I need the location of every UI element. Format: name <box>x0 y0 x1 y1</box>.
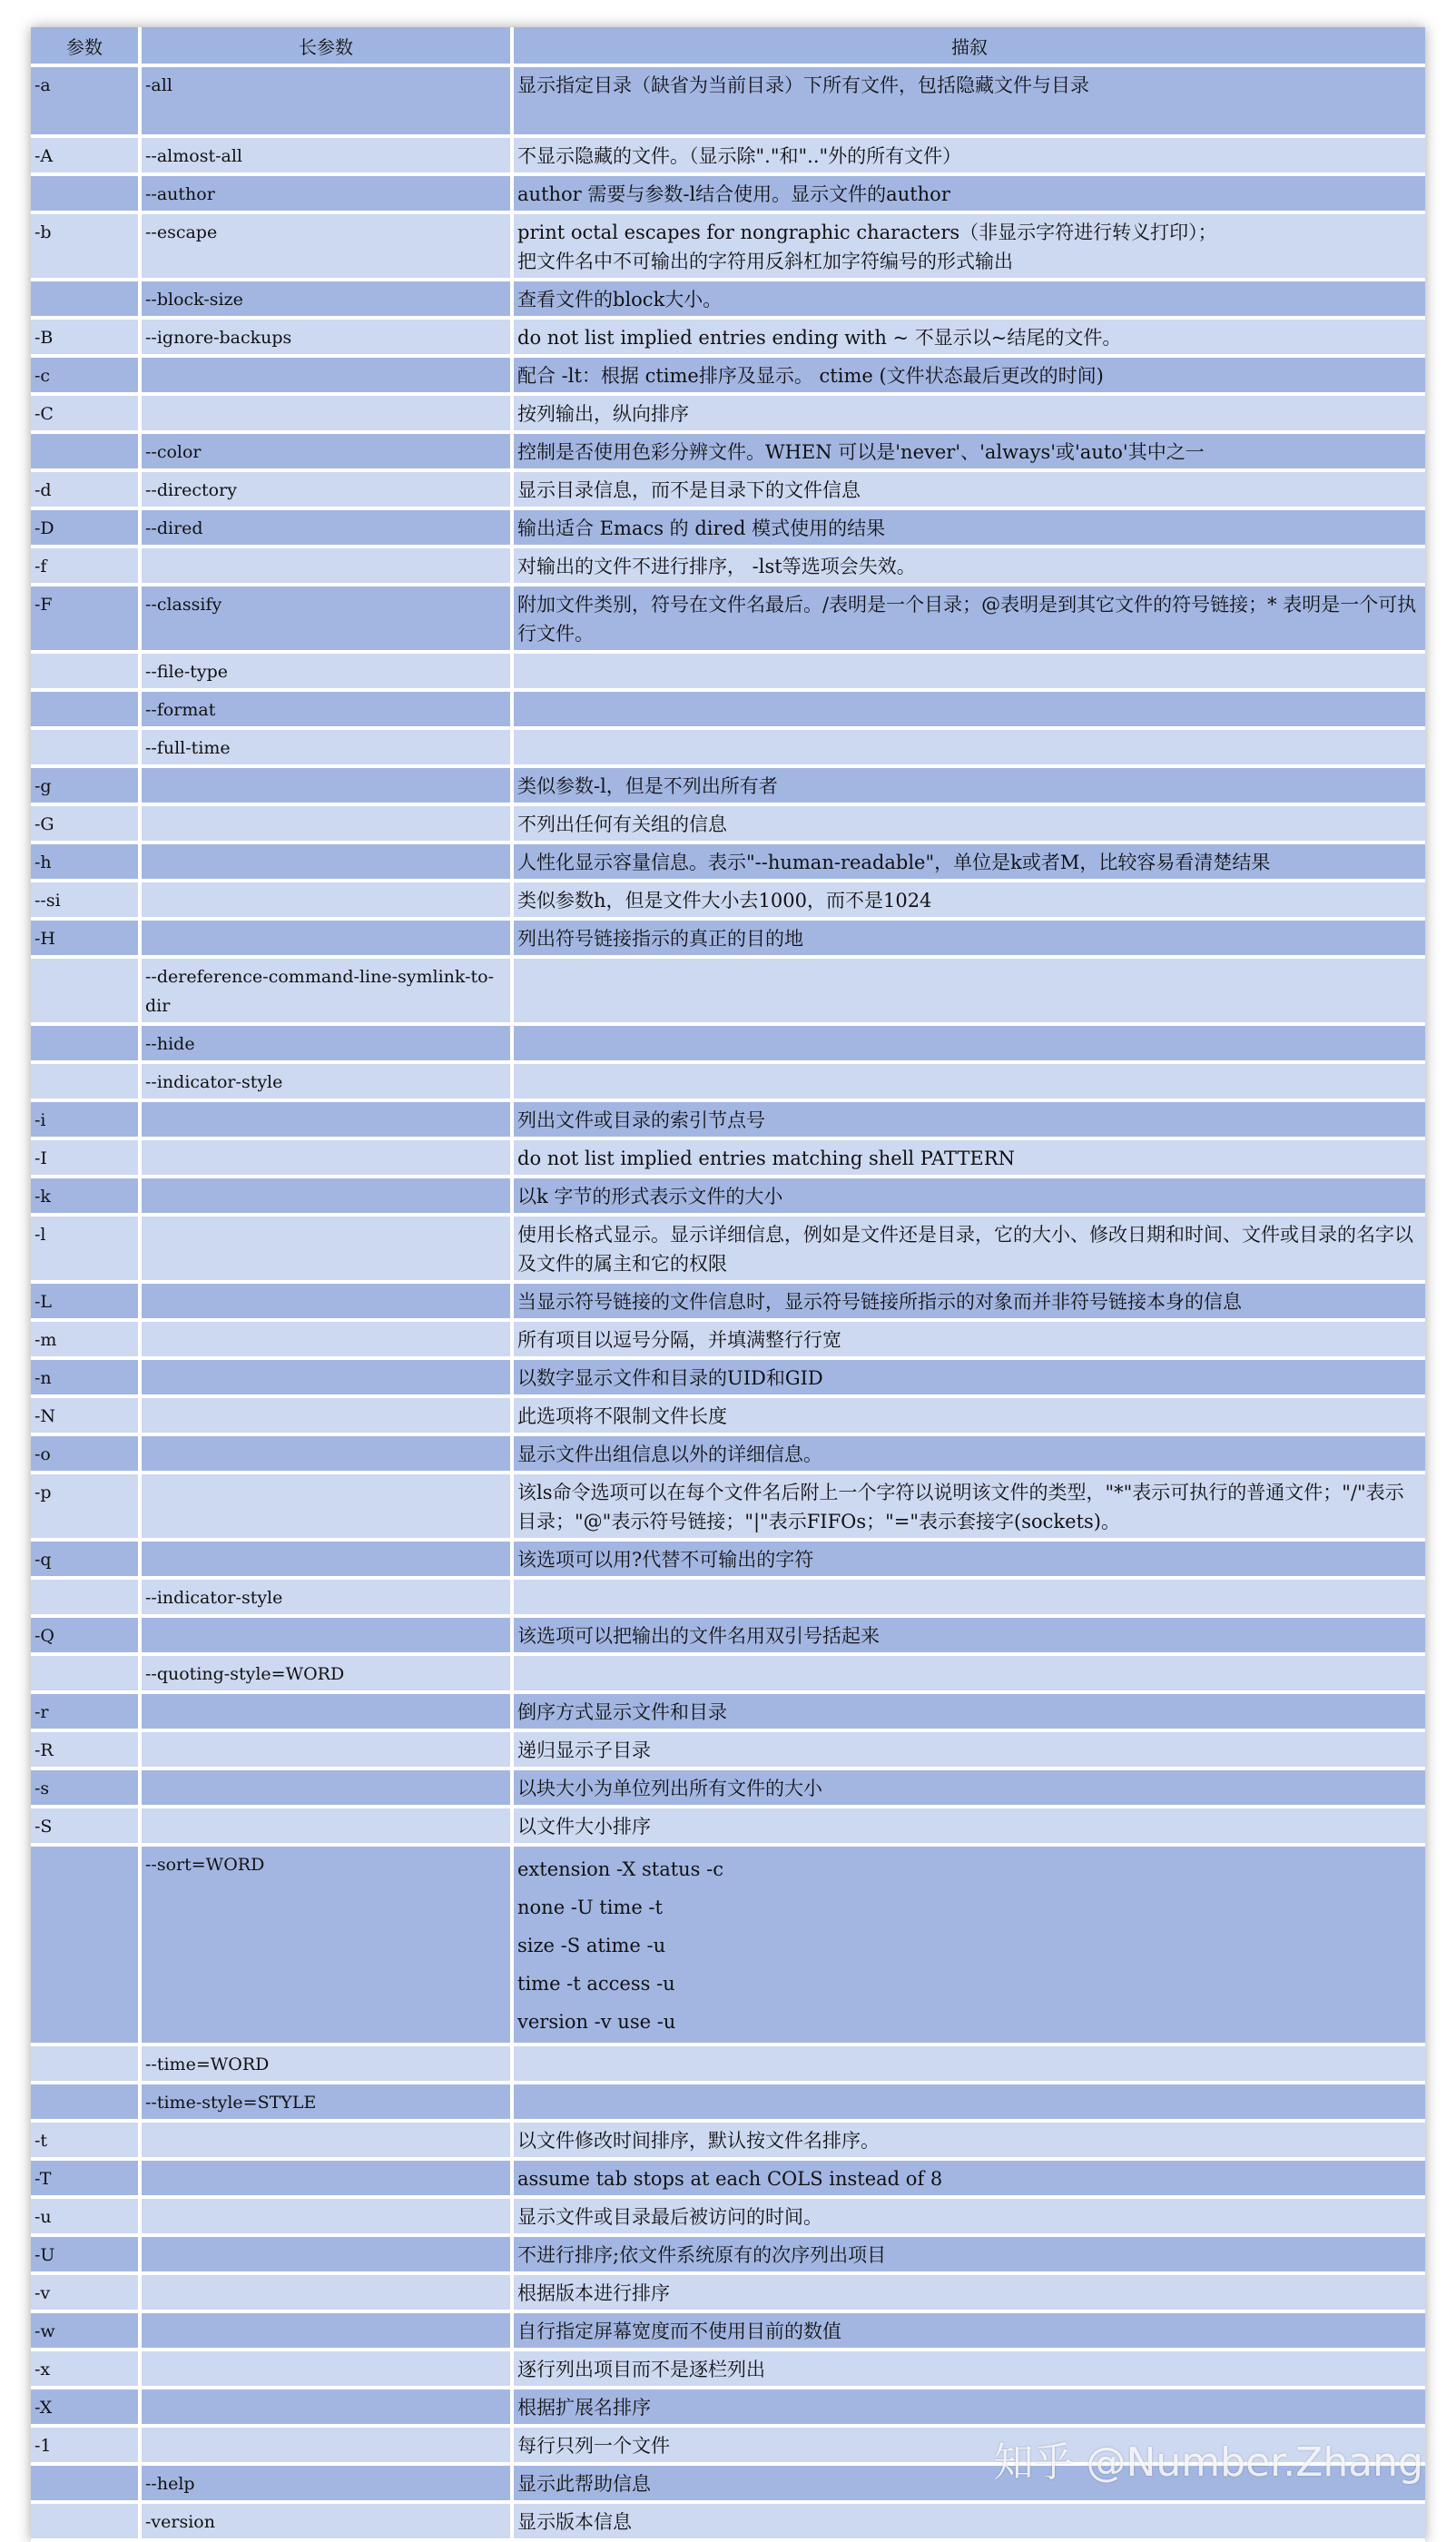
table-row <box>31 1282 1425 1320</box>
ls-options-table <box>31 27 1425 2542</box>
cell-short-param: -D <box>31 508 140 547</box>
cell-description: 按列输出，纵向排序 <box>512 394 1425 432</box>
table-row <box>31 1062 1425 1100</box>
cell-long-param <box>140 2235 512 2273</box>
cell-short-param <box>31 1654 140 1692</box>
cell-description: 自行指定屏幕宽度而不使用目前的数值 <box>512 2311 1425 2350</box>
cell-description: 使用长格式显示。显示详细信息，例如是文件还是目录，它的大小、修改日期和时间、文件或目录的名字以及文件的属主和它的权限 <box>512 1215 1425 1282</box>
table-row <box>31 2464 1425 2502</box>
table-row <box>31 2197 1425 2235</box>
table-row <box>31 881 1425 919</box>
cell-description <box>512 690 1425 728</box>
cell-long-param: -version <box>140 2502 512 2540</box>
cell-description: 显示指定目录（缺省为当前目录）下所有文件，包括隐藏文件与目录 <box>512 65 1425 136</box>
cell-description <box>512 652 1425 690</box>
header-short-param: 参数 <box>31 27 140 65</box>
cell-long-param <box>140 1807 512 1845</box>
cell-description: 以块大小为单位列出所有文件的大小 <box>512 1769 1425 1807</box>
cell-description: do not list implied entries ending with ~ 不显示以~结尾的文件。 <box>512 318 1425 356</box>
cell-description <box>512 957 1425 1024</box>
table-row <box>31 356 1425 394</box>
cell-long-param <box>140 2121 512 2159</box>
table-row <box>31 2502 1425 2540</box>
cell-description: 显示版本信息 <box>512 2502 1425 2540</box>
cell-long-param: --file-type <box>140 652 512 690</box>
table-row <box>31 65 1425 136</box>
table-row <box>31 2273 1425 2311</box>
cell-long-param: --author <box>140 174 512 212</box>
cell-long-param <box>140 1100 512 1138</box>
cell-description: 输出适合 Emacs 的 dired 模式使用的结果 <box>512 508 1425 547</box>
table-row <box>31 280 1425 318</box>
cell-short-param: -r <box>31 1692 140 1730</box>
cell-description <box>512 1062 1425 1100</box>
cell-long-param: --time=WORD <box>140 2044 512 2083</box>
table-row <box>31 394 1425 432</box>
table-row <box>31 2083 1425 2121</box>
cell-description: 此选项将不限制文件长度 <box>512 1396 1425 1434</box>
table-header-row <box>31 27 1425 65</box>
cell-long-param <box>140 1616 512 1654</box>
cell-long-param: --indicator-style <box>140 1062 512 1100</box>
document-sheet <box>31 27 1425 2542</box>
cell-description: 根据版本进行排序 <box>512 2273 1425 2311</box>
cell-description: 不进行排序;依文件系统原有的次序列出项目 <box>512 2235 1425 2273</box>
cell-short-param: -o <box>31 1434 140 1473</box>
cell-short-param: -x <box>31 2350 140 2388</box>
table-row <box>31 1396 1425 1434</box>
cell-short-param: -L <box>31 1282 140 1320</box>
table-row <box>31 1473 1425 1540</box>
cell-long-param: --dired <box>140 508 512 547</box>
cell-description: author 需要与参数-l结合使用。显示文件的author <box>512 174 1425 212</box>
cell-description: 每行只列一个文件 <box>512 2426 1425 2464</box>
cell-description: 列出文件或目录的索引节点号 <box>512 1100 1425 1138</box>
cell-description: 不显示隐藏的文件。（显示除"."和".."外的所有文件） <box>512 136 1425 174</box>
cell-short-param: -t <box>31 2121 140 2159</box>
cell-long-param: --help <box>140 2464 512 2502</box>
table-row <box>31 1730 1425 1769</box>
table-row <box>31 804 1425 842</box>
cell-description <box>512 728 1425 766</box>
cell-long-param <box>140 1730 512 1769</box>
table-row <box>31 919 1425 957</box>
cell-short-param: -n <box>31 1358 140 1396</box>
cell-long-param: --hide <box>140 1024 512 1062</box>
sort-option-line: version -v use -u <box>517 2011 676 2033</box>
cell-long-param: --format <box>140 690 512 728</box>
watermark: 知乎 @Number.Zhang <box>993 2439 1423 2486</box>
table-row <box>31 1434 1425 1473</box>
cell-short-param: -i <box>31 1100 140 1138</box>
cell-long-param <box>140 2273 512 2311</box>
cell-short-param: -m <box>31 1320 140 1358</box>
cell-long-param <box>140 2350 512 2388</box>
cell-short-param: -f <box>31 547 140 585</box>
cell-description <box>512 1024 1425 1062</box>
sort-option-line: size -S atime -u <box>517 1935 666 1956</box>
cell-long-param: --quoting-style=WORD <box>140 1654 512 1692</box>
table-row <box>31 2235 1425 2273</box>
cell-short-param <box>31 174 140 212</box>
cell-long-param <box>140 547 512 585</box>
table-row <box>31 508 1425 547</box>
cell-short-param <box>31 432 140 470</box>
cell-short-param: -s <box>31 1769 140 1807</box>
cell-short-param: -d <box>31 470 140 508</box>
table-row <box>31 1177 1425 1215</box>
cell-description: 类似参数h，但是文件大小去1000，而不是1024 <box>512 881 1425 919</box>
cell-description: 以数字显示文件和目录的UID和GID <box>512 1358 1425 1396</box>
cell-long-param <box>140 2159 512 2197</box>
cell-short-param: -U <box>31 2235 140 2273</box>
cell-description: 对输出的文件不进行排序， -lst等选项会失效。 <box>512 547 1425 585</box>
cell-description: 显示文件或目录最后被访问的时间。 <box>512 2197 1425 2235</box>
table-row <box>31 766 1425 804</box>
cell-long-param <box>140 2388 512 2426</box>
cell-short-param: -v <box>31 2273 140 2311</box>
cell-short-param <box>31 728 140 766</box>
cell-long-param <box>140 1540 512 1578</box>
cell-long-param <box>140 1473 512 1540</box>
sort-option-line: time -t access -u <box>517 1973 675 1995</box>
cell-description: 配合 -lt：根据 ctime排序及显示。 ctime (文件状态最后更改的时间) <box>512 356 1425 394</box>
table-row <box>31 1578 1425 1616</box>
cell-short-param <box>31 280 140 318</box>
cell-short-param <box>31 2044 140 2083</box>
cell-description: do not list implied entries matching shell PATTERN <box>512 1138 1425 1177</box>
cell-short-param: -C <box>31 394 140 432</box>
cell-description: 倒序方式显示文件和目录 <box>512 1692 1425 1730</box>
table-row <box>31 2044 1425 2083</box>
table-row <box>31 1540 1425 1578</box>
table-row <box>31 1845 1425 2044</box>
cell-description: 附加文件类别，符号在文件名最后。/表明是一个目录；@表明是到其它文件的符号链接；* 表明是一个可执行文件。 <box>512 585 1425 652</box>
cell-long-param: --time-style=STYLE <box>140 2083 512 2121</box>
cell-short-param: -p <box>31 1473 140 1540</box>
cell-description: 该选项可以把输出的文件名用双引号括起来 <box>512 1616 1425 1654</box>
header-description: 描叙 <box>512 27 1425 65</box>
cell-short-param: -N <box>31 1396 140 1434</box>
cell-short-param: -S <box>31 1807 140 1845</box>
cell-short-param <box>31 652 140 690</box>
cell-long-param <box>140 842 512 881</box>
cell-description: 不列出任何有关组的信息 <box>512 804 1425 842</box>
cell-description: 该选项可以用?代替不可输出的字符 <box>512 1540 1425 1578</box>
cell-description: 以k 字节的形式表示文件的大小 <box>512 1177 1425 1215</box>
cell-long-param <box>140 881 512 919</box>
cell-short-param: -u <box>31 2197 140 2235</box>
cell-description: 所有项目以逗号分隔，并填满整行行宽 <box>512 1320 1425 1358</box>
table-row <box>31 957 1425 1024</box>
cell-long-param: --ignore-backups <box>140 318 512 356</box>
table-row <box>31 1024 1425 1062</box>
cell-long-param: --indicator-style <box>140 1578 512 1616</box>
cell-long-param: --directory <box>140 470 512 508</box>
cell-description: 以文件大小排序 <box>512 1807 1425 1845</box>
table-body <box>31 65 1425 2540</box>
cell-long-param: --dereference-command-line-symlink-to-dir <box>140 957 512 1024</box>
cell-long-param: --sort=WORD <box>140 1845 512 2044</box>
cell-long-param <box>140 1396 512 1434</box>
cell-description <box>512 2083 1425 2121</box>
cell-short-param: -R <box>31 1730 140 1769</box>
table-row <box>31 1320 1425 1358</box>
table-row <box>31 728 1425 766</box>
table-row <box>31 470 1425 508</box>
table-row <box>31 842 1425 881</box>
cell-long-param <box>140 394 512 432</box>
table-row <box>31 547 1425 585</box>
cell-long-param <box>140 766 512 804</box>
table-row <box>31 432 1425 470</box>
cell-short-param <box>31 957 140 1024</box>
table-row <box>31 1100 1425 1138</box>
cell-short-param <box>31 2464 140 2502</box>
cell-description: 类似参数-l，但是不列出所有者 <box>512 766 1425 804</box>
cell-description: 根据扩展名排序 <box>512 2388 1425 2426</box>
table-row <box>31 1616 1425 1654</box>
cell-description <box>512 1654 1425 1692</box>
table-row <box>31 136 1425 174</box>
cell-short-param: -T <box>31 2159 140 2197</box>
table-row <box>31 212 1425 280</box>
cell-short-param: -w <box>31 2311 140 2350</box>
table-row <box>31 1138 1425 1177</box>
cell-description: 控制是否使用色彩分辨文件。WHEN 可以是'never'、'always'或'auto'其中之一 <box>512 432 1425 470</box>
cell-short-param <box>31 2502 140 2540</box>
cell-long-param <box>140 804 512 842</box>
cell-long-param <box>140 1320 512 1358</box>
table-row <box>31 2350 1425 2388</box>
cell-long-param <box>140 356 512 394</box>
cell-short-param: -q <box>31 1540 140 1578</box>
cell-short-param: -X <box>31 2388 140 2426</box>
cell-description <box>512 1578 1425 1616</box>
table-row <box>31 1654 1425 1692</box>
table-row <box>31 1215 1425 1282</box>
cell-short-param: -A <box>31 136 140 174</box>
cell-short-param: -b <box>31 212 140 280</box>
cell-description <box>512 1845 1425 2044</box>
header-long-param: 长参数 <box>140 27 512 65</box>
sort-option-line: none -U time -t <box>517 1897 663 1918</box>
cell-description: 查看文件的block大小。 <box>512 280 1425 318</box>
cell-long-param <box>140 919 512 957</box>
cell-description: 该ls命令选项可以在每个文件名后附上一个字符以说明该文件的类型，"*"表示可执行的普通文件；"/"表示目录；"@"表示符号链接；"|"表示FIFOs；"="表示套接字(sockets)。 <box>512 1473 1425 1540</box>
cell-long-param <box>140 1282 512 1320</box>
cell-long-param: --escape <box>140 212 512 280</box>
cell-description: 列出符号链接指示的真正的目的地 <box>512 919 1425 957</box>
cell-long-param <box>140 1177 512 1215</box>
cell-long-param: --classify <box>140 585 512 652</box>
cell-description: 当显示符号链接的文件信息时，显示符号链接所指示的对象而并非符号链接本身的信息 <box>512 1282 1425 1320</box>
table-row <box>31 2311 1425 2350</box>
cell-long-param: --color <box>140 432 512 470</box>
table-row <box>31 2121 1425 2159</box>
cell-description: 显示此帮助信息 <box>512 2464 1425 2502</box>
cell-description <box>512 2044 1425 2083</box>
cell-description: 显示文件出组信息以外的详细信息。 <box>512 1434 1425 1473</box>
table-row <box>31 1692 1425 1730</box>
cell-short-param: -a <box>31 65 140 136</box>
cell-long-param <box>140 1434 512 1473</box>
cell-description: 逐行列出项目而不是逐栏列出 <box>512 2350 1425 2388</box>
cell-description: 人性化显示容量信息。表示"--human-readable"，单位是k或者M，比较容易看清楚结果 <box>512 842 1425 881</box>
cell-description: 递归显示子目录 <box>512 1730 1425 1769</box>
cell-short-param <box>31 1024 140 1062</box>
cell-short-param: -H <box>31 919 140 957</box>
table-row <box>31 585 1425 652</box>
cell-description: assume tab stops at each COLS instead of 8 <box>512 2159 1425 2197</box>
cell-long-param: --almost-all <box>140 136 512 174</box>
cell-long-param <box>140 1692 512 1730</box>
cell-description: 显示目录信息，而不是目录下的文件信息 <box>512 470 1425 508</box>
cell-short-param: --si <box>31 881 140 919</box>
cell-short-param: -B <box>31 318 140 356</box>
cell-long-param <box>140 1358 512 1396</box>
table-row <box>31 652 1425 690</box>
cell-short-param: -c <box>31 356 140 394</box>
cell-long-param <box>140 1138 512 1177</box>
cell-short-param <box>31 2083 140 2121</box>
cell-short-param <box>31 1845 140 2044</box>
cell-short-param: -G <box>31 804 140 842</box>
cell-long-param <box>140 2311 512 2350</box>
cell-short-param: -k <box>31 1177 140 1215</box>
cell-short-param: -1 <box>31 2426 140 2464</box>
table-row <box>31 2159 1425 2197</box>
cell-long-param: --block-size <box>140 280 512 318</box>
cell-long-param <box>140 1215 512 1282</box>
cell-long-param <box>140 2426 512 2464</box>
cell-short-param: -I <box>31 1138 140 1177</box>
cell-long-param: -all <box>140 65 512 136</box>
cell-short-param: -h <box>31 842 140 881</box>
cell-description: 以文件修改时间排序，默认按文件名排序。 <box>512 2121 1425 2159</box>
cell-short-param: -F <box>31 585 140 652</box>
table-row <box>31 1807 1425 1845</box>
table-row <box>31 690 1425 728</box>
cell-description: print octal escapes for nongraphic characters（非显示字符进行转义打印）； 把文件名中不可输出的字符用反斜杠加字符编号的形式输出 <box>512 212 1425 280</box>
cell-short-param: -l <box>31 1215 140 1282</box>
table-row <box>31 1769 1425 1807</box>
cell-long-param <box>140 2197 512 2235</box>
cell-long-param: --full-time <box>140 728 512 766</box>
table-row <box>31 1358 1425 1396</box>
cell-short-param: -Q <box>31 1616 140 1654</box>
cell-short-param <box>31 1578 140 1616</box>
table-row <box>31 2426 1425 2464</box>
cell-short-param: -g <box>31 766 140 804</box>
table-row <box>31 2388 1425 2426</box>
cell-short-param <box>31 690 140 728</box>
cell-short-param <box>31 1062 140 1100</box>
table-row <box>31 174 1425 212</box>
sort-option-line: extension -X status -c <box>517 1858 723 1880</box>
table-row <box>31 318 1425 356</box>
cell-long-param <box>140 1769 512 1807</box>
